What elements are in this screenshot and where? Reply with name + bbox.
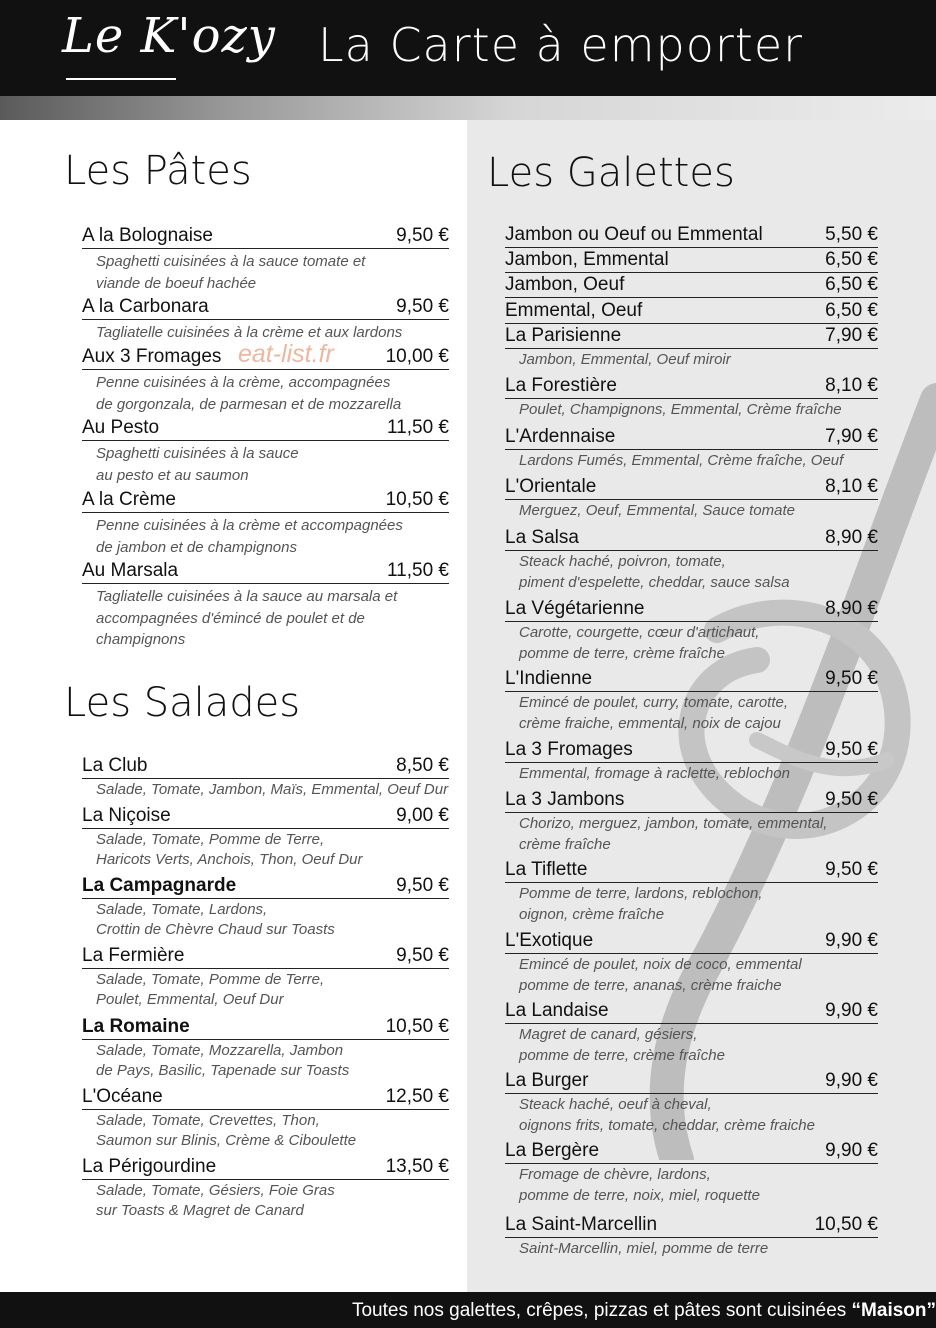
- menu-item: [505, 322, 878, 349]
- menu-item-description: Saumon sur Blinis, Crème & Ciboulette: [96, 1132, 357, 1149]
- menu-item-name: Jambon, Emmental: [505, 249, 669, 270]
- menu-item-description: Tagliatelle cuisinées à la sauce au marsala et: [96, 588, 398, 605]
- section-title-galettes: Les Galettes: [487, 150, 735, 196]
- menu-item-name: La Parisienne: [505, 325, 622, 346]
- menu-item-description: sur Toasts & Magret de Canard: [96, 1202, 304, 1219]
- menu-item-name: La 3 Fromages: [505, 739, 633, 760]
- menu-item: [505, 1211, 878, 1238]
- menu-item-price: 11,50 €: [387, 560, 449, 581]
- menu-item: [505, 297, 878, 324]
- menu-item-name: La Périgourdine: [82, 1156, 217, 1177]
- footer-note: [352, 1300, 936, 1322]
- menu-item-description: Steack haché, oeuf à cheval,: [519, 1096, 712, 1113]
- menu-item-name: La 3 Jambons: [505, 789, 625, 810]
- menu-item: [505, 524, 878, 551]
- menu-item-price: 6,50 €: [825, 249, 878, 270]
- menu-item-description: Steack haché, poivron, tomate,: [519, 553, 726, 570]
- menu-item-description: Spaghetti cuisinées à la sauce tomate et: [96, 253, 366, 270]
- menu-item-description: Poulet, Champignons, Emmental, Crème fraîche: [519, 401, 842, 418]
- menu-item-name: La Campagnarde: [82, 875, 237, 896]
- menu-item-description: Crottin de Chèvre Chaud sur Toasts: [96, 921, 335, 938]
- menu-item-price: 9,50 €: [396, 945, 449, 966]
- menu-item: [82, 293, 449, 320]
- menu-item-price: 9,50 €: [396, 875, 449, 896]
- menu-item-name: Au Marsala: [82, 560, 179, 581]
- menu-item-name: La Tiflette: [505, 859, 588, 880]
- menu-item: [505, 1067, 878, 1094]
- footer-emphasis: “Maison”: [851, 1300, 936, 1321]
- menu-item-price: 10,00 €: [385, 346, 449, 367]
- menu-item-description: pomme de terre, crème fraîche: [519, 644, 725, 662]
- menu-item-price: 8,90 €: [825, 527, 878, 548]
- menu-item-description: de Pays, Basilic, Tapenade sur Toasts: [96, 1062, 350, 1079]
- menu-item: [505, 856, 878, 883]
- menu-item-price: 9,50 €: [825, 668, 878, 689]
- menu-item-name: Aux 3 Fromages: [82, 346, 222, 367]
- menu-item-name: La Romaine: [82, 1016, 190, 1037]
- menu-item-description: au pesto et au saumon: [96, 466, 249, 484]
- menu-item-description: Salade, Tomate, Pomme de Terre,: [96, 831, 325, 848]
- menu-item-price: 10,50 €: [385, 1016, 449, 1037]
- menu-item-price: 10,50 €: [385, 489, 449, 510]
- watermark-link: eat-list.fr: [238, 340, 334, 368]
- menu-item-description: pomme de terre, crème fraîche: [519, 1046, 725, 1064]
- menu-item-price: 8,50 €: [396, 755, 449, 776]
- menu-item: [82, 1013, 449, 1040]
- menu-item-name: La Végétarienne: [505, 598, 645, 619]
- menu-item-name: L'Océane: [82, 1086, 163, 1107]
- menu-item: [505, 221, 878, 248]
- menu-item-description: de gorgonzala, de parmesan et de mozzarella: [96, 395, 402, 413]
- menu-item: [82, 872, 449, 899]
- page-title: La Carte à emporter: [318, 18, 804, 72]
- menu-item-description: Penne cuisinées à la crème et accompagnées: [96, 517, 403, 534]
- menu-item-name: Au Pesto: [82, 417, 160, 438]
- menu-item-price: 8,90 €: [825, 598, 878, 619]
- menu-item-description: champignons: [96, 631, 186, 648]
- menu-item-description: oignon, crème fraîche: [519, 905, 665, 923]
- footer-text: Toutes nos galettes, crêpes, pizzas et pâtes sont cuisinées: [351, 1300, 852, 1321]
- menu-item: [505, 423, 878, 450]
- menu-item-name: La Club: [82, 755, 148, 776]
- menu-item-price: 8,10 €: [825, 476, 878, 497]
- footer-bar: [0, 1292, 936, 1328]
- menu-item: [505, 473, 878, 500]
- menu-item-description: Tagliatelle cuisinées à la crème et aux lardons: [96, 324, 403, 341]
- menu-item-price: 11,50 €: [387, 417, 449, 438]
- menu-item: [82, 486, 449, 513]
- menu-item-description: Fromage de chèvre, lardons,: [519, 1166, 711, 1183]
- menu-item: [505, 372, 878, 399]
- menu-item-description: accompagnées d'émincé de poulet et de: [96, 609, 365, 627]
- menu-item-description: Salade, Tomate, Jambon, Maïs, Emmental, Oeuf Dur: [96, 781, 449, 798]
- menu-item: [505, 736, 878, 763]
- menu-item-name: L'Exotique: [505, 930, 594, 951]
- menu-item-description: Chorizo, merguez, jambon, tomate, emmental,: [519, 815, 828, 832]
- menu-item-description: Emincé de poulet, noix de coco, emmental: [519, 956, 802, 973]
- menu-item-description: Jambon, Emmental, Oeuf miroir: [519, 351, 731, 368]
- gradient-band: [0, 96, 936, 120]
- menu-item-price: 9,90 €: [825, 930, 878, 951]
- menu-item-description: pomme de terre, ananas, crème fraiche: [519, 976, 782, 994]
- menu-item-price: 9,50 €: [396, 225, 449, 246]
- menu-item-name: La Salsa: [505, 527, 579, 548]
- menu-item-description: Salade, Tomate, Mozzarella, Jambon: [96, 1042, 344, 1059]
- menu-item-price: 10,50 €: [814, 1214, 878, 1235]
- menu-item: [82, 752, 449, 779]
- menu-item: [505, 246, 878, 273]
- header-bar: [0, 0, 936, 96]
- menu-item-description: Pomme de terre, lardons, reblochon,: [519, 885, 763, 902]
- menu-item-description: Lardons Fumés, Emmental, Crème fraîche, Oeuf: [519, 452, 844, 469]
- menu-item-price: 7,90 €: [825, 426, 878, 447]
- menu-item-description: oignons frits, tomate, cheddar, crème fraiche: [519, 1116, 815, 1134]
- menu-item: [82, 942, 449, 969]
- menu-item: [82, 414, 449, 441]
- menu-item: [82, 557, 449, 584]
- menu-item-name: L'Ardennaise: [505, 426, 616, 447]
- menu-item-description: Merguez, Oeuf, Emmental, Sauce tomate: [519, 502, 795, 519]
- menu-item: [505, 665, 878, 692]
- menu-item-name: Jambon ou Oeuf ou Emmental: [505, 224, 763, 245]
- menu-item-description: piment d'espelette, cheddar, sauce salsa: [519, 573, 790, 591]
- menu-item-price: 6,50 €: [825, 274, 878, 295]
- menu-item-name: La Bergère: [505, 1140, 600, 1161]
- menu-item: [505, 595, 878, 622]
- menu-item-name: A la Crème: [82, 489, 176, 510]
- menu-item-name: L'Orientale: [505, 476, 597, 497]
- menu-item: [82, 1153, 449, 1180]
- menu-item-description: Spaghetti cuisinées à la sauce: [96, 445, 299, 462]
- menu-item-name: La Fermière: [82, 945, 185, 966]
- menu-item-price: 8,10 €: [825, 375, 878, 396]
- menu-item-price: 5,50 €: [825, 224, 878, 245]
- menu-item-price: 9,50 €: [825, 859, 878, 880]
- menu-item: [505, 1137, 878, 1164]
- menu-item-price: 6,50 €: [825, 300, 878, 321]
- menu-item-description: Emincé de poulet, curry, tomate, carotte,: [519, 694, 789, 711]
- menu-item-price: 7,90 €: [825, 325, 878, 346]
- menu-item-price: 9,00 €: [396, 805, 449, 826]
- section-title-pates: Les Pâtes: [64, 148, 252, 194]
- logo-underline: [66, 78, 176, 80]
- menu-item: [505, 786, 878, 813]
- menu-item-price: 9,90 €: [825, 1140, 878, 1161]
- menu-item-description: Penne cuisinées à la crème, accompagnées: [96, 374, 391, 391]
- menu-item-description: Saint-Marcellin, miel, pomme de terre: [519, 1240, 769, 1257]
- menu-item-description: Haricots Verts, Anchois, Thon, Oeuf Dur: [96, 851, 363, 868]
- menu-item-description: Salade, Tomate, Gésiers, Foie Gras: [96, 1182, 335, 1199]
- restaurant-logo: Le K'ozy: [62, 8, 276, 64]
- menu-item-price: 9,50 €: [825, 789, 878, 810]
- menu-item: [505, 927, 878, 954]
- menu-item: [82, 1083, 449, 1110]
- menu-item-price: 9,50 €: [825, 739, 878, 760]
- menu-item-price: 9,90 €: [825, 1070, 878, 1091]
- menu-item-description: Magret de canard, gésiers,: [519, 1026, 698, 1043]
- menu-item: [505, 271, 878, 298]
- menu-item-price: 12,50 €: [385, 1086, 449, 1107]
- menu-item-price: 13,50 €: [385, 1156, 449, 1177]
- menu-item-name: A la Carbonara: [82, 296, 209, 317]
- menu-item-description: Salade, Tomate, Crevettes, Thon,: [96, 1112, 320, 1129]
- menu-item: [82, 802, 449, 829]
- menu-item-name: La Burger: [505, 1070, 589, 1091]
- menu-item: [505, 997, 878, 1024]
- menu-item-name: La Niçoise: [82, 805, 171, 826]
- menu-item-name: L'Indienne: [505, 668, 593, 689]
- menu-item-description: pomme de terre, noix, miel, roquette: [519, 1186, 760, 1204]
- menu-item-description: Salade, Tomate, Lardons,: [96, 901, 268, 918]
- menu-item-description: Emmental, fromage à raclette, reblochon: [519, 765, 790, 782]
- menu-item-name: La Landaise: [505, 1000, 609, 1021]
- section-title-salades: Les Salades: [64, 680, 301, 726]
- menu-item-price: 9,90 €: [825, 1000, 878, 1021]
- menu-item-description: Carotte, courgette, cœur d'artichaut,: [519, 624, 760, 641]
- menu-item-price: 9,50 €: [396, 296, 449, 317]
- menu-item-description: Poulet, Emmental, Oeuf Dur: [96, 991, 284, 1008]
- menu-item-description: crème fraiche, emmental, noix de cajou: [519, 714, 781, 732]
- menu-item-name: Emmental, Oeuf: [505, 300, 643, 321]
- menu-item-name: Jambon, Oeuf: [505, 274, 625, 295]
- menu-item-name: La Forestière: [505, 375, 617, 396]
- menu-item-description: Salade, Tomate, Pomme de Terre,: [96, 971, 325, 988]
- menu-item: [82, 222, 449, 249]
- menu-item-description: viande de boeuf hachée: [96, 274, 257, 292]
- menu-item-description: de jambon et de champignons: [96, 538, 297, 556]
- menu-item-name: A la Bolognaise: [82, 225, 213, 246]
- menu-item-description: crème fraîche: [519, 835, 611, 853]
- menu-item-name: La Saint-Marcellin: [505, 1214, 658, 1235]
